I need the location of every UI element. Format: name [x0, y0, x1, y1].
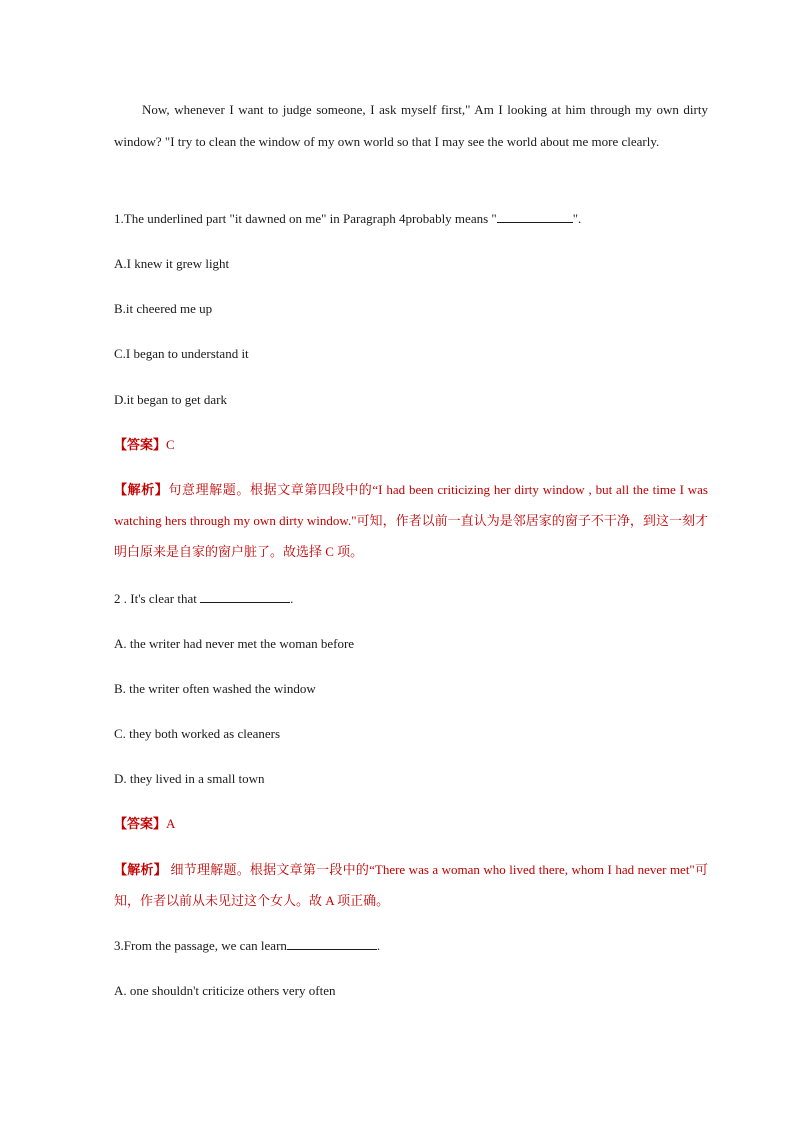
q2-stem-text: 2 . It's clear that — [114, 591, 201, 606]
passage-text: Now, whenever I want to judge someone, I ask myself first," Am I looking at him through my own dirty window? "I try to clean the window of my own world so that I may see the world about me more clearly. — [114, 102, 708, 149]
q1-answer-value: C — [166, 437, 175, 452]
q2-analysis-text: 细节理解题。根据文章第一段中的“There was a woman who lived there, whom I had never met"可知，作者以前从未见过这个女人。故 A 项正确。 — [114, 862, 708, 908]
q2-answer-blank — [200, 590, 290, 603]
q2-analysis — [114, 854, 708, 916]
q1-analysis — [114, 474, 708, 567]
q2-option-a: A. the writer had never met the woman before — [114, 636, 355, 651]
q2-option-b: B. the writer often washed the window — [114, 681, 316, 696]
q1-stem-text: 1.The underlined part "it dawned on me" in Paragraph 4probably means " — [114, 211, 497, 226]
q1-option-d: D.it began to get dark — [114, 392, 227, 407]
q2-option-d: D. they lived in a small town — [114, 771, 265, 786]
q2-analysis-tag: 【解析】 — [114, 862, 167, 877]
q2-option-c: C. they both worked as cleaners — [114, 726, 281, 741]
q1-answer-blank — [497, 210, 573, 223]
q2-stem-end: . — [290, 591, 294, 606]
q1-option-b: B.it cheered me up — [114, 301, 213, 316]
passage-paragraph — [114, 94, 708, 158]
q2-answer-tag: 【答案】 — [114, 816, 167, 831]
q1-answer-tag: 【答案】 — [114, 437, 167, 452]
q1-option-c: C.I began to understand it — [114, 346, 249, 361]
q2-answer-value: A — [166, 816, 176, 831]
q2-stem — [114, 589, 293, 609]
q3-stem-end: . — [376, 938, 381, 953]
q1-option-a: A.I knew it grew light — [114, 256, 230, 271]
q3-option-a: A. one shouldn't criticize others very often — [114, 983, 336, 998]
q1-analysis-tag: 【解析】 — [114, 482, 169, 497]
q3-stem-text: 3.From the passage, we can learn — [114, 938, 287, 953]
q1-stem — [114, 209, 581, 229]
q3-answer-blank — [287, 937, 377, 950]
q1-stem-end: ". — [572, 211, 582, 226]
q3-stem — [114, 936, 380, 956]
q1-answer — [114, 435, 175, 455]
q1-analysis-text: 句意理解题。根据文章第四段中的“I had been criticizing her dirty window , but all the time I was watching hers through my own dirty window."可知，作者以前一直认为是邻居家的窗子不干净，到这一刻才明白原来是自家的窗户脏了。故选择 C 项。 — [114, 482, 708, 559]
q2-answer — [114, 814, 175, 834]
